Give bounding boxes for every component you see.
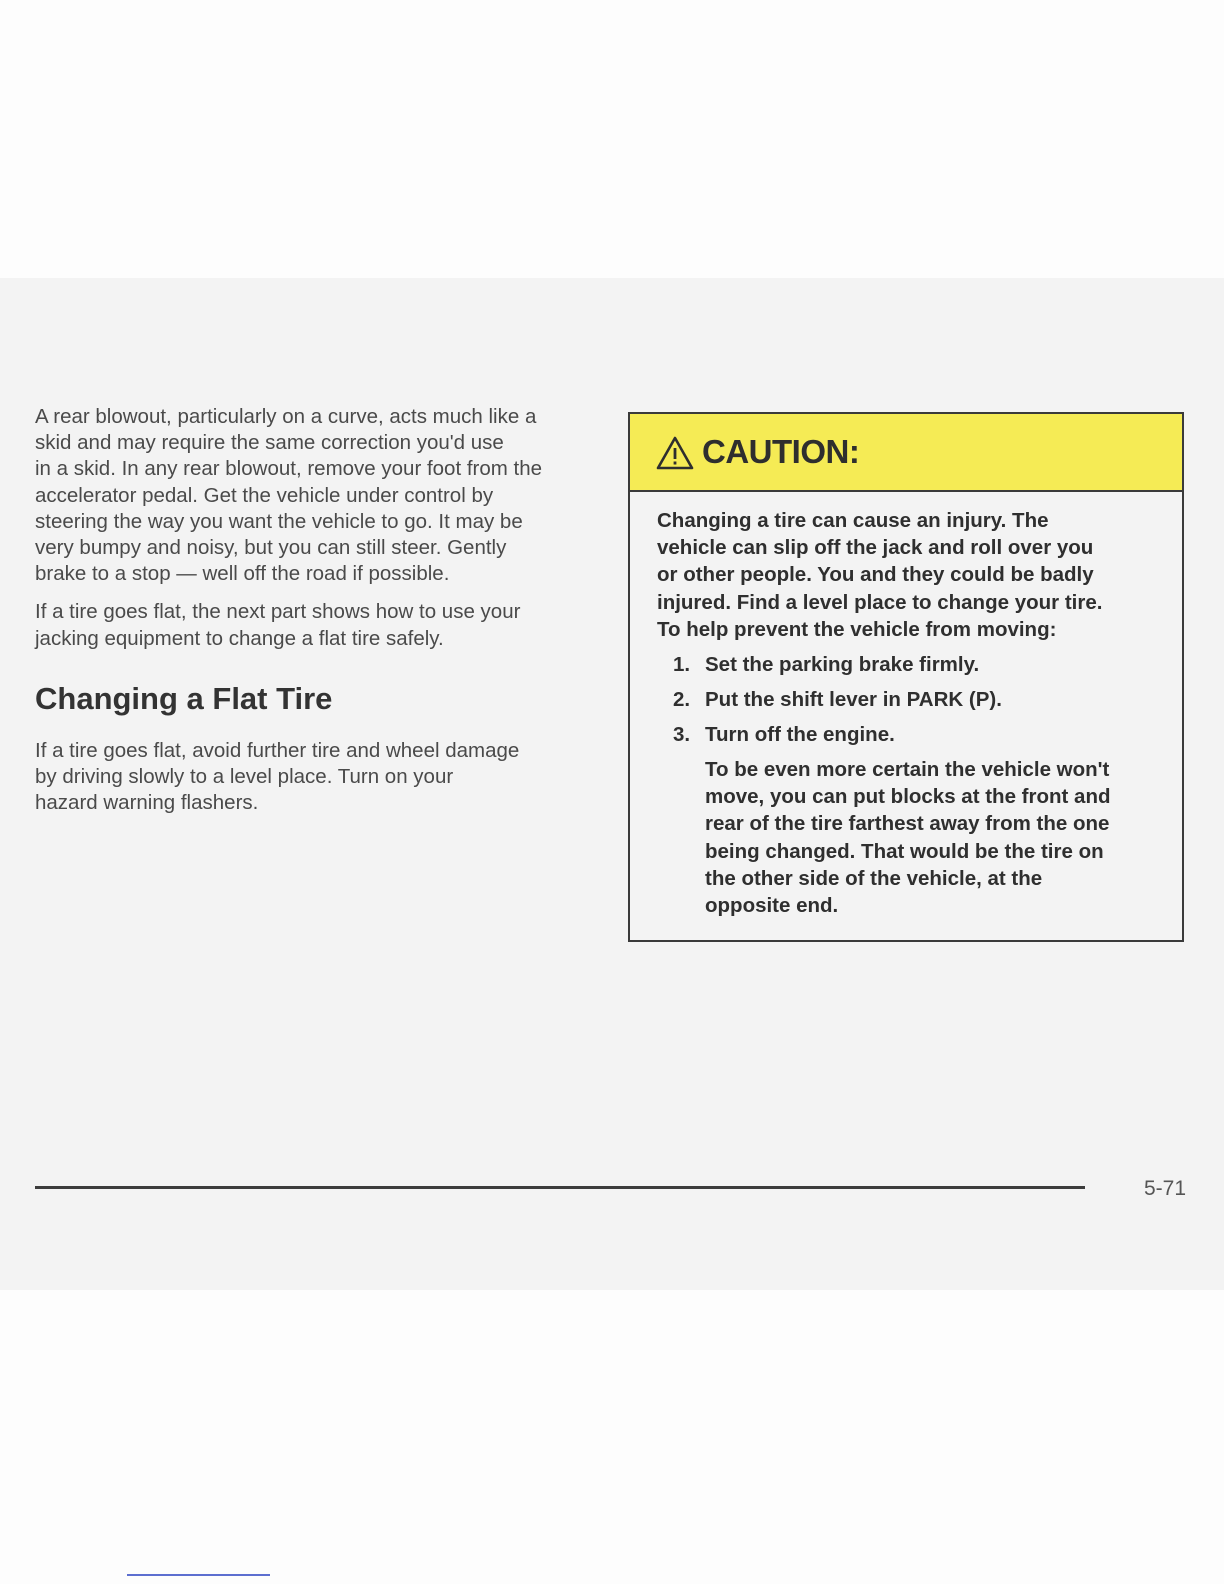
left-column	[35, 404, 595, 828]
caution-title: CAUTION:	[702, 433, 860, 470]
list-item: 2. Put the shift lever in PARK (P).	[673, 688, 1002, 712]
footer-rule	[35, 1186, 1085, 1189]
caution-body	[630, 492, 1182, 919]
caution-note: To be even more certain the vehicle won't move, you can put blocks at the front and rear of the tire farthest away from the one being changed. That would be the tire on the other side of the vehicle, at the opposite end.	[705, 758, 1111, 918]
warning-triangle-icon	[654, 433, 696, 473]
flat-tire-paragraph: If a tire goes flat, avoid further tire and wheel damage by driving slowly to a level place. Turn on your hazard warning flashers.	[35, 738, 520, 815]
caution-steps-list	[657, 651, 1162, 748]
caution-header	[630, 414, 1182, 492]
rear-blowout-paragraph: A rear blowout, particularly on a curve, acts much like a skid and may require the same correction you'd use in a skid. In any rear blowout, remove your foot from the accelerator pedal. Get the vehicle under control by steering the way you want the vehicle to go. It may be very bumpy and noisy, but you can still steer. Gently brake to a stop — well off the road if possible.	[35, 405, 543, 586]
list-item: 3. Turn off the engine.	[673, 723, 895, 747]
flat-tire-intro-paragraph: If a tire goes flat, the next part shows how to use your jacking equipment to change a flat tire safely.	[35, 600, 521, 650]
list-item: 1. Set the parking brake firmly.	[673, 653, 980, 677]
caution-box	[628, 412, 1184, 942]
link-underline	[127, 1574, 270, 1576]
page-number: 5-71	[1144, 1177, 1187, 1200]
section-heading: Changing a Flat Tire	[35, 680, 333, 716]
caution-intro: Changing a tire can cause an injury. The vehicle can slip off the jack and roll over you or other people. You and they could be badly injured. Find a level place to change your tire. To help prevent the vehicle from moving:	[657, 509, 1103, 641]
